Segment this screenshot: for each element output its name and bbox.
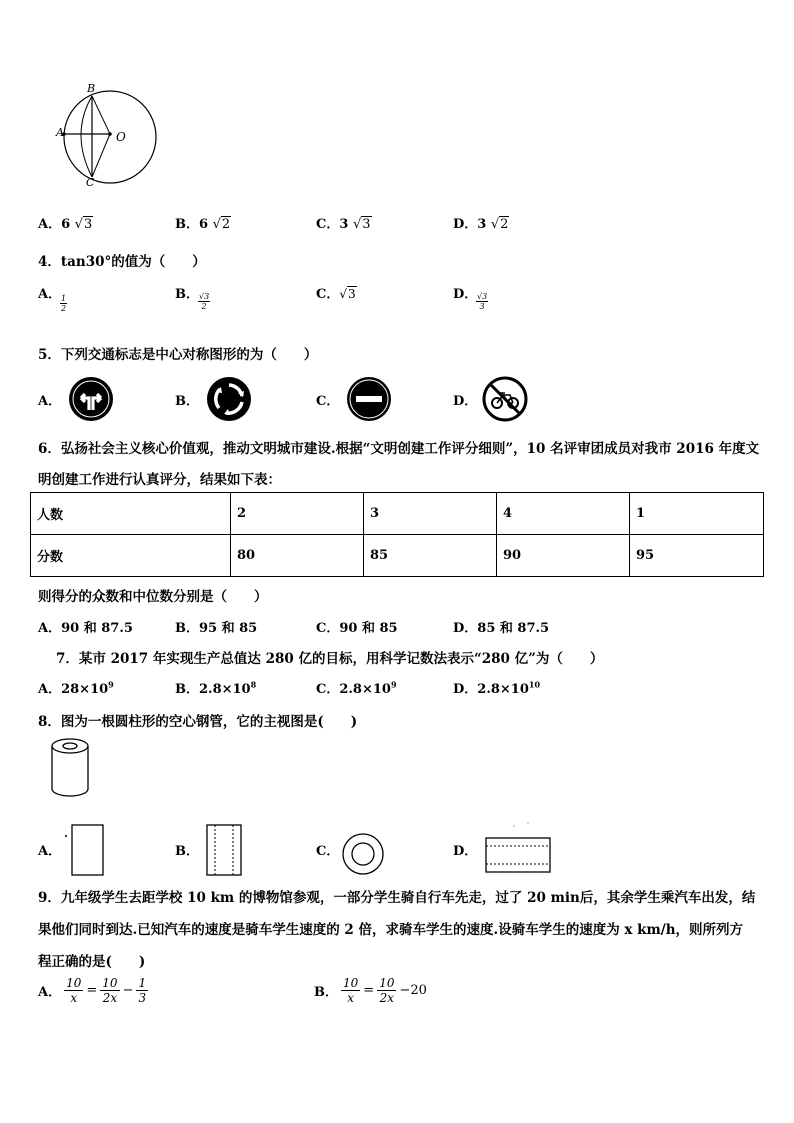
q3-option-b[interactable]: B．6 √2 <box>175 217 231 232</box>
q6-score-table <box>30 492 764 577</box>
q7-stem: 7．某市 2017 年实现生产总值达 280 亿的目标，用科学记数法表示“280 亿”为（ ） <box>56 651 604 667</box>
q6-option-b[interactable]: B．95 和 85 <box>175 621 258 636</box>
q5-option-c[interactable]: C． <box>316 394 340 409</box>
q3-option-d[interactable]: D．3 √2 <box>453 217 509 232</box>
table-row <box>31 493 764 535</box>
table-cell: 95 <box>630 535 764 577</box>
q4-option-c[interactable]: C．√3 <box>316 287 356 302</box>
q7-option-c[interactable]: C．$2.8\times 10^9$ <box>316 679 397 697</box>
table-cell: 1 <box>630 493 764 535</box>
q6-question: 则得分的众数和中位数分别是（ ） <box>38 589 268 605</box>
q8-option-c[interactable]: C． <box>316 844 340 859</box>
q7-option-d[interactable]: D．$2.8\times 10^{10}$ <box>453 679 541 697</box>
q7-option-b[interactable]: B．$2.8\times 10^8$ <box>175 679 257 697</box>
q7-option-a[interactable]: A．$28\times 10^9$ <box>38 679 114 697</box>
q9-stem-line1: 9．九年级学生去距学校 10 km 的博物馆参观，一部分学生骑自行车先走，过了 20 min后，其余学生乘汽车出发，结 <box>38 890 756 906</box>
table-cell: 2 <box>231 493 364 535</box>
q3-option-a[interactable]: A．6 √3 <box>38 217 93 232</box>
sign-roundabout-icon <box>206 376 252 422</box>
q9-option-a[interactable]: A． $\frac{10}{x}$ = $\frac{10}{2x}$ − $\frac{1}{3}$ <box>38 976 147 1005</box>
q5-option-b[interactable]: B． <box>175 394 199 409</box>
q4-option-b[interactable]: B． <box>175 287 199 302</box>
q9-option-b[interactable]: B． $\frac{10}{x}$ = $\frac{10}{2x}$ −20 <box>314 976 427 1005</box>
q8-option-d[interactable]: D． <box>453 844 478 859</box>
q9-stem-line3: 程正确的是( ) <box>38 954 146 970</box>
q4-a-fraction: $\frac{1}{2}$ <box>61 294 67 313</box>
view-rectangle-dashed-horizontal-icon <box>484 820 554 876</box>
view-rectangle-icon <box>62 822 108 878</box>
sign-no-bicycle-icon <box>482 376 528 422</box>
q8-stem: 8．图为一根圆柱形的空心钢管，它的主视图是( ) <box>38 714 358 730</box>
table-cell: 80 <box>231 535 364 577</box>
q3-circle-figure <box>50 82 162 194</box>
view-rectangle-dashed-vertical-icon <box>205 822 245 878</box>
table-cell: 90 <box>497 535 630 577</box>
q3-option-c[interactable]: C．3 √3 <box>316 217 371 232</box>
q4-b-fraction: $\frac{√3}{2}$ <box>199 292 210 311</box>
q9-stem-line2: 果他们同时到达.已知汽车的速度是骑车学生速度的 2 倍，求骑车学生的速度.设骑车学生的速度为 x km/h，则所列方 <box>38 922 744 938</box>
q6-option-d[interactable]: D．85 和 87.5 <box>453 621 550 636</box>
table-cell: 85 <box>364 535 497 577</box>
table-cell: 4 <box>497 493 630 535</box>
q6-stem-line2: 明创建工作进行认真评分，结果如下表： <box>38 472 281 488</box>
table-cell: 分数 <box>31 535 231 577</box>
q4-option-d[interactable]: D． <box>453 287 478 302</box>
table-row <box>31 535 764 577</box>
hollow-pipe-figure <box>48 736 92 798</box>
q8-option-a[interactable]: A． <box>38 844 62 859</box>
label-B: B <box>87 82 96 95</box>
sign-no-entry-icon <box>346 376 392 422</box>
q6-stem-line1: 6．弘扬社会主义核心价值观，推动文明城市建设.根据“文明创建工作评分细则”，10 名评审团成员对我市 2016 年度文 <box>38 441 760 457</box>
sign-turn-left-right-icon <box>68 376 114 422</box>
label-C: C <box>86 176 95 189</box>
q5-option-d[interactable]: D． <box>453 394 478 409</box>
q4-d-fraction: $\frac{√3}{3}$ <box>477 292 488 311</box>
table-cell: 3 <box>364 493 497 535</box>
q5-stem: 5．下列交通标志是中心对称图形的为（ ） <box>38 347 318 363</box>
q6-option-a[interactable]: A．90 和 87.5 <box>38 621 133 636</box>
view-ring-icon <box>340 831 386 877</box>
q5-option-a[interactable]: A． <box>38 394 62 409</box>
label-A: A <box>56 126 64 139</box>
q8-option-b[interactable]: B． <box>175 844 199 859</box>
q4-stem: 4．tan30°的值为（ ） <box>38 254 206 270</box>
label-O: O <box>116 130 126 144</box>
q4-option-a[interactable]: A． <box>38 287 62 302</box>
q6-option-c[interactable]: C．90 和 85 <box>316 621 398 636</box>
table-cell: 人数 <box>31 493 231 535</box>
